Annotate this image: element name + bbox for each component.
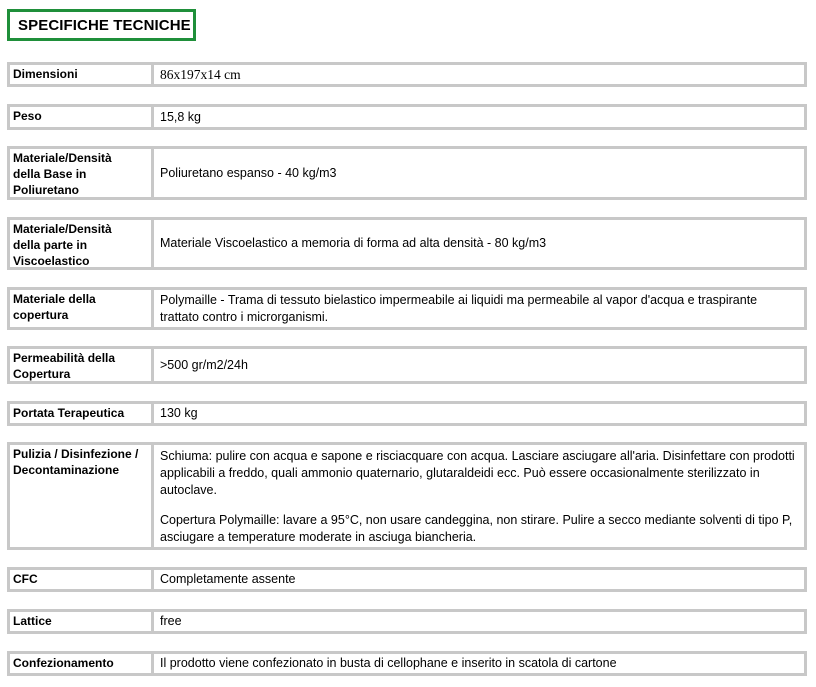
spec-value: Il prodotto viene confezionato in busta di cellophane e inserito in scatola di cartone: [160, 656, 617, 670]
paragraph-gap: [160, 499, 796, 512]
spec-label: Portata Terapeutica: [10, 404, 154, 423]
spec-value: [154, 445, 804, 547]
spec-row-permeabilita: [7, 346, 807, 384]
spec-row-lattice: [7, 609, 807, 634]
spec-row-materiale-base: [7, 146, 807, 200]
spec-row-peso: [7, 104, 807, 130]
spec-label: Confezionamento: [10, 654, 154, 673]
spec-value: Polymaille - Trama di tessuto bielastico impermeabile ai liquidi ma permeabile al vapor d'acqua e traspirante trattato contro i microrganismi.: [160, 292, 758, 324]
spec-row-pulizia: [7, 442, 807, 550]
spec-label: Lattice: [10, 612, 154, 631]
spec-row-cfc: [7, 567, 807, 592]
spec-value: Poliuretano espanso - 40 kg/m3: [160, 165, 337, 180]
spec-label: Pulizia / Disinfezione / Decontaminazione: [10, 445, 154, 547]
spec-row-portata: [7, 401, 807, 426]
spec-label: Materiale/Densità della parte in Viscoelastico: [10, 220, 154, 267]
section-title-box: [7, 9, 196, 41]
spec-value-paragraph: Copertura Polymaille: lavare a 95°C, non usare candeggina, non stirare. Pulire a secco mediante solventi di tipo P, asciugare a temperature moderate in asciuga biancheria.: [160, 513, 793, 544]
spec-value: Materiale Viscoelastico a memoria di forma ad alta densità - 80 kg/m3: [160, 236, 547, 250]
spec-label: Peso: [10, 107, 154, 127]
spec-label: Permeabilità della Copertura: [10, 349, 154, 381]
spec-value: 86x197x14 cm: [160, 67, 241, 82]
spec-row-dimensioni: [7, 62, 807, 87]
spec-value: >500 gr/m2/24h: [160, 357, 248, 372]
spec-row-materiale-copertura: [7, 287, 807, 330]
spec-value: Completamente assente: [160, 572, 296, 586]
spec-row-confezionamento: [7, 651, 807, 676]
spec-row-materiale-viscoelastico: [7, 217, 807, 270]
spec-value: 130 kg: [160, 406, 198, 420]
spec-value: free: [160, 614, 182, 628]
spec-label: CFC: [10, 570, 154, 589]
spec-label: Materiale/Densità della Base in Poliuretano: [10, 149, 154, 197]
spec-value: 15,8 kg: [160, 109, 202, 124]
spec-value-paragraph: Schiuma: pulire con acqua e sapone e risciacquare con acqua. Lasciare asciugare all'aria. Disinfettare con prodotti applicabili a freddo, quali ammonio quaternario, glutaraldeidi ecc. Può essere occasionalmente sterilizzato in autoclave.: [160, 449, 795, 497]
spec-label: Materiale della copertura: [10, 290, 154, 327]
page-title: SPECIFICHE TECNICHE: [18, 16, 191, 34]
spec-label: Dimensioni: [10, 65, 154, 84]
